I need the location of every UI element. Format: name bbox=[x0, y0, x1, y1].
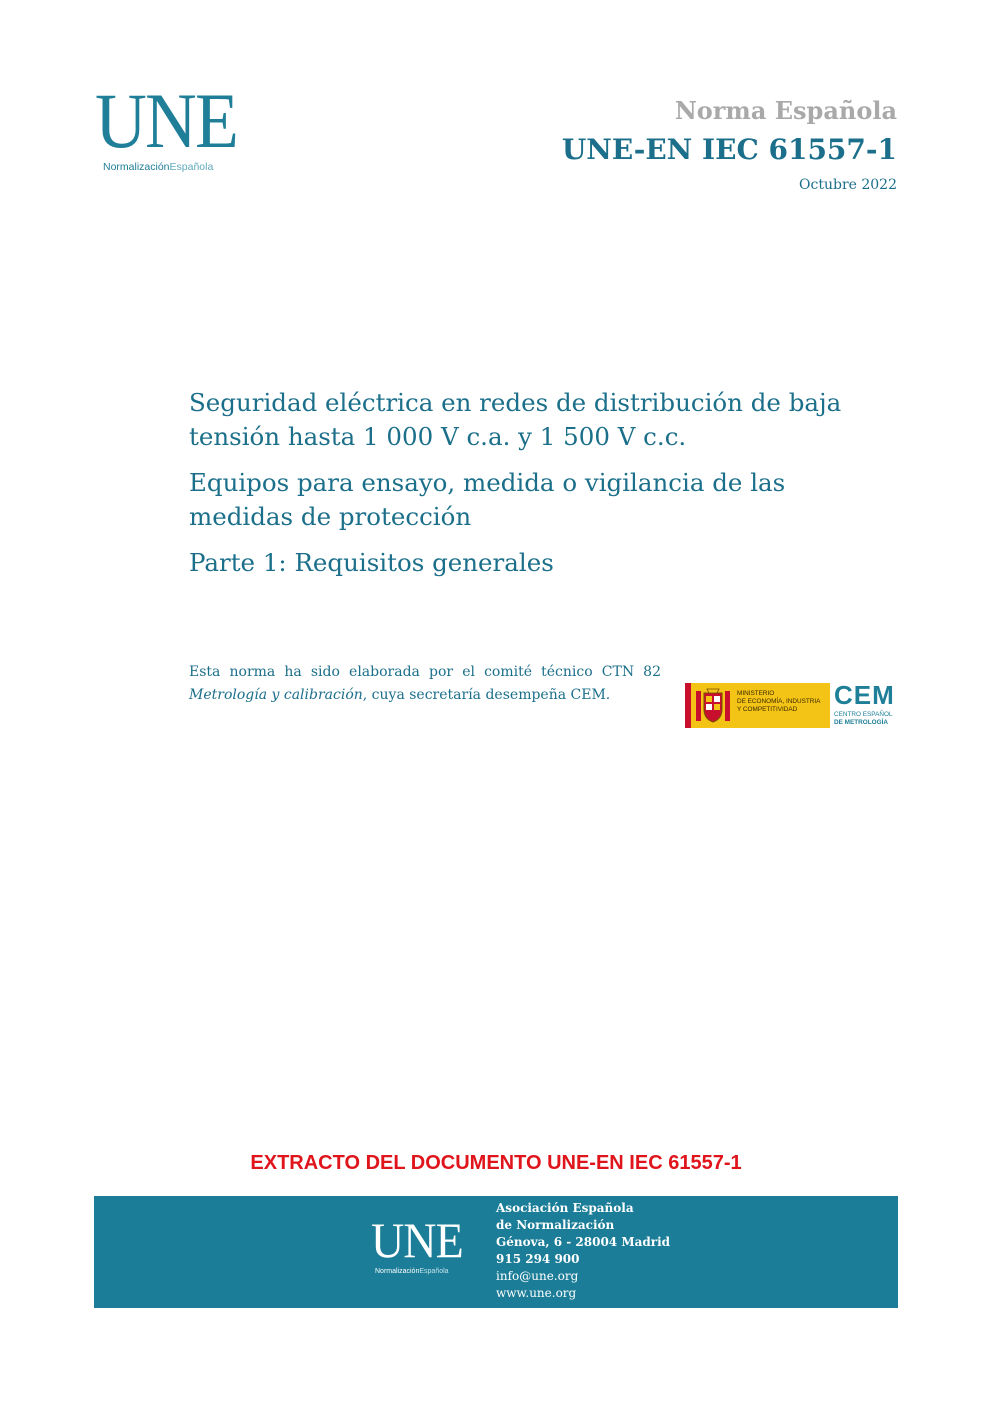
committee-after: , cuya secretaría desempeña CEM. bbox=[362, 687, 611, 703]
footer-contact bbox=[496, 1200, 670, 1302]
title-block bbox=[189, 386, 889, 592]
title-line-1: Seguridad eléctrica en redes de distribución de baja tensión hasta 1 000 V c.a. y 1 500 V c.c. bbox=[189, 388, 842, 451]
norma-label: Norma Española bbox=[674, 96, 897, 125]
title-line-3: Parte 1: Requisitos generales bbox=[189, 548, 554, 577]
une-logo-subtitle bbox=[103, 161, 213, 173]
une-logo: UNE bbox=[95, 77, 237, 164]
coat-of-arms-icon bbox=[694, 687, 732, 725]
cem-logo-subtitle bbox=[834, 711, 904, 727]
logo-sub-right: Española bbox=[169, 161, 214, 173]
ministry-name: MINISTERIO DE ECONOMÍA, INDUSTRIA Y COMPETITIVIDAD bbox=[737, 690, 821, 713]
ministry-flag-stripe bbox=[685, 683, 691, 728]
footer-org-line2: de Normalización bbox=[496, 1218, 615, 1232]
committee-before: Esta norma ha sido elaborada por el comité técnico CTN 82 bbox=[189, 664, 661, 680]
footer-web[interactable]: www.une.org bbox=[496, 1286, 577, 1300]
norma-code: UNE-EN IEC 61557-1 bbox=[561, 133, 897, 166]
committee-name: Metrología y calibración bbox=[189, 687, 363, 703]
footer-logo-sub-left: Normalización bbox=[375, 1268, 420, 1275]
committee-text bbox=[189, 661, 661, 707]
footer-email[interactable]: info@une.org bbox=[496, 1269, 579, 1283]
cem-sub-line1: CENTRO ESPAÑOL bbox=[834, 711, 893, 718]
footer-phone: 915 294 900 bbox=[496, 1252, 580, 1266]
footer-logo-subtitle bbox=[375, 1268, 449, 1275]
cem-sub-line2: DE METROLOGÍA bbox=[834, 719, 888, 726]
footer-logo-sub-right: Española bbox=[419, 1268, 449, 1275]
title-line-2: Equipos para ensayo, medida o vigilancia de las medidas de protección bbox=[189, 468, 786, 531]
footer-address: Génova, 6 - 28004 Madrid bbox=[496, 1235, 671, 1249]
extract-banner: EXTRACTO DEL DOCUMENTO UNE-EN IEC 61557-1 bbox=[250, 1152, 742, 1174]
footer-une-logo: UNE bbox=[371, 1212, 463, 1268]
logo-sub-left: Normalización bbox=[103, 161, 170, 173]
footer-org-line1: Asociación Española bbox=[496, 1201, 634, 1215]
cem-logo: CEM bbox=[834, 680, 895, 710]
norma-date: Octubre 2022 bbox=[799, 177, 897, 193]
